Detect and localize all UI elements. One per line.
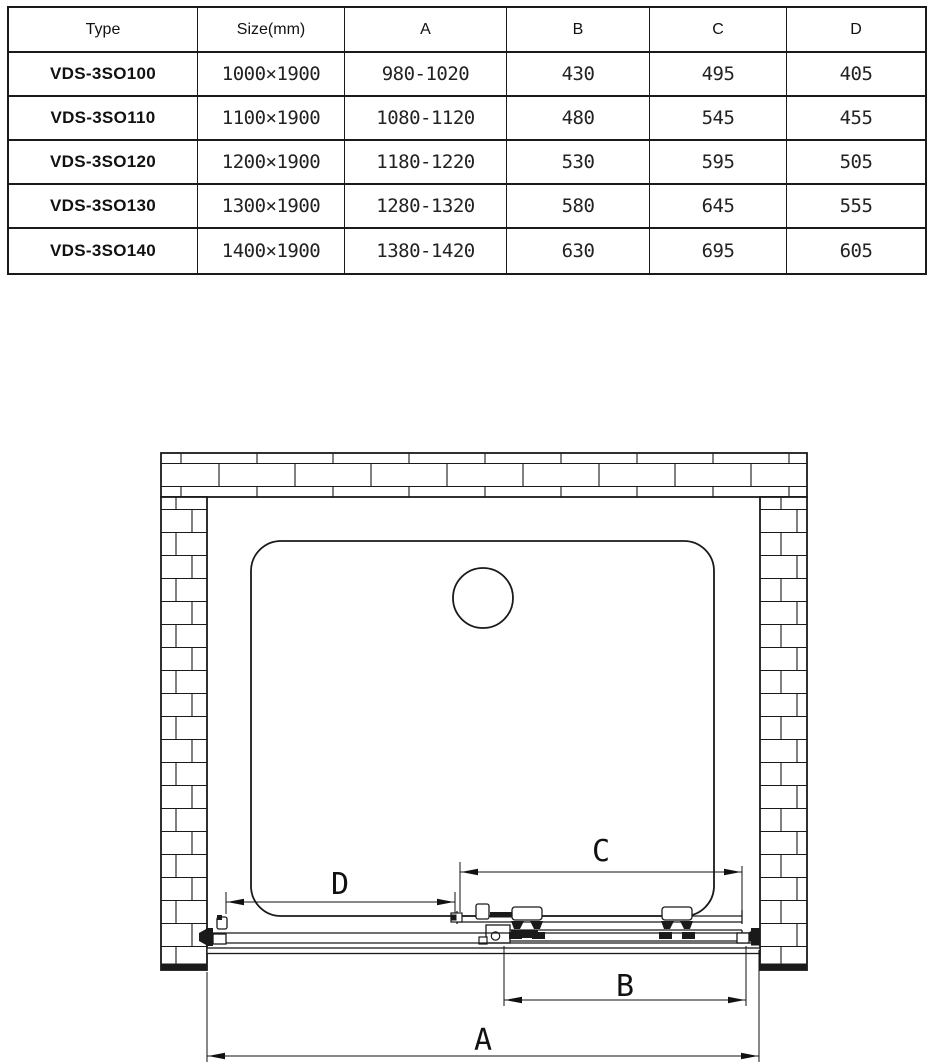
arrow-left-icon [505,997,522,1003]
cell-value: 630 [507,229,650,273]
row-type: VDS-3SO130 [9,185,198,229]
cell-value: 505 [787,141,925,185]
row-type: VDS-3SO140 [9,229,198,273]
cell-value: 1380-1420 [345,229,507,273]
track-dark-bar [490,912,512,918]
cell-value: 405 [787,53,925,97]
cell-value: 1300×1900 [198,185,345,229]
wall-left-column [161,497,207,970]
cell-value: 1180-1220 [345,141,507,185]
cell-value: 1100×1900 [198,97,345,141]
column-header-b: B [507,8,650,53]
arrow-left-icon [208,1053,225,1059]
dimension-d-label: D [330,867,350,902]
cell-value: 545 [650,97,787,141]
wall-right-base [760,964,807,971]
dimension-c-label: C [591,834,611,869]
cell-value: 645 [650,185,787,229]
cell-value: 1200×1900 [198,141,345,185]
cell-value: 480 [507,97,650,141]
cell-value: 555 [787,185,925,229]
dimension-a [207,950,759,1062]
arrow-right-icon [741,1053,758,1059]
roller [659,907,695,939]
glass-panel [251,541,714,916]
column-header-d: D [787,8,925,53]
arrow-right-icon [724,869,741,875]
installation-diagram [0,440,928,1064]
wall-left-base [161,964,207,971]
cell-value: 1080-1120 [345,97,507,141]
dimension-b [504,946,746,1006]
column-header-a: A [345,8,507,53]
cell-value: 605 [839,240,873,262]
cell-value: 455 [787,97,925,141]
cell-value: 495 [650,53,787,97]
cell-value: 695 [650,229,787,273]
wall-top-band [161,453,807,497]
column-header-c: C [650,8,787,53]
cell-value: 595 [650,141,787,185]
cell-value: 580 [507,185,650,229]
cell-value: 1400×1900 [198,229,345,273]
sill-band [207,948,760,954]
dimension-b-label: B [615,969,635,1004]
row-type: VDS-3SO120 [9,141,198,185]
column-header-type: Type [9,8,198,53]
column-header-sizemm: Size(mm) [198,8,345,53]
spec-table [7,6,927,275]
cell-value: 430 [507,53,650,97]
arrow-right-icon [728,997,745,1003]
wall-right-column [760,497,807,970]
cell-value: 980-1020 [345,53,507,97]
track-tab [476,904,489,919]
cell-value: 530 [507,141,650,185]
dimension-a-label: A [473,1023,493,1058]
row-type: VDS-3SO100 [9,53,198,97]
row-type: VDS-3SO110 [9,97,198,141]
arrow-left-icon [227,899,244,905]
cell-value: 1280-1320 [345,185,507,229]
cell-value: 1000×1900 [198,53,345,97]
